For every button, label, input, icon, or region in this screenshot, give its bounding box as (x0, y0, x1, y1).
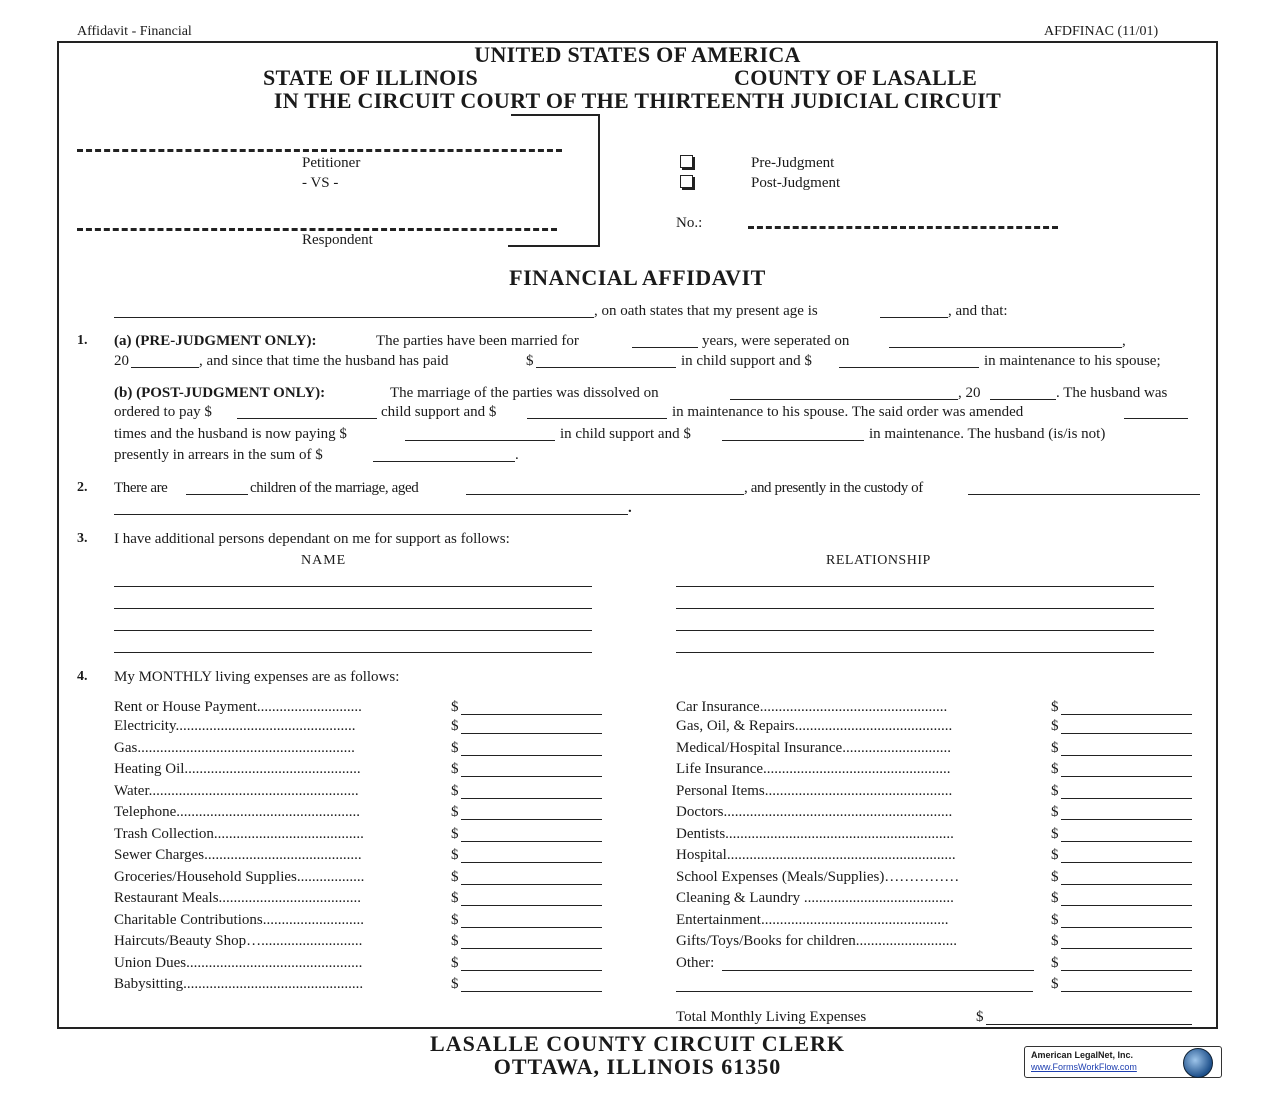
expense-label: Trash Collection........................................ (114, 826, 364, 842)
respondent-field[interactable] (77, 228, 557, 231)
expense-amount-field[interactable] (1061, 776, 1192, 777)
case-number-label: No.: (676, 215, 703, 231)
dependent-name-field[interactable] (114, 586, 592, 587)
age-field[interactable] (880, 317, 948, 318)
expense-amount-field[interactable] (461, 970, 602, 971)
dollar-sign: $ (451, 933, 459, 949)
dollar-sign: $ (1051, 890, 1059, 906)
dollar-sign: $ (451, 804, 459, 820)
maintenance-paid-field[interactable] (839, 367, 979, 368)
clerk-address: OTTAWA, ILLINOIS 61350 (493, 1054, 782, 1079)
current-maintenance-field[interactable] (722, 440, 864, 441)
dollar-sign: $ (1051, 976, 1059, 992)
caption-bracket-side (598, 114, 600, 246)
expense-amount-field[interactable] (461, 927, 602, 928)
children-ages-field[interactable] (466, 494, 744, 495)
s1b-text-8: in child support and $ (560, 426, 691, 442)
pre-judgment-heading: (a) (PRE-JUDGMENT ONLY): (114, 333, 317, 349)
court-county: COUNTY OF LASALLE (734, 65, 978, 90)
expense-amount-field[interactable] (461, 884, 602, 885)
expense-label: Sewer Charges.......................................... (114, 847, 362, 863)
dollar-sign: $ (1051, 718, 1059, 734)
expense-label: Hospital............................................................. (676, 847, 956, 863)
expense-label: Telephone................................................. (114, 804, 361, 820)
expense-label: School Expenses (Meals/Supplies)…………… (676, 869, 960, 885)
ordered-maintenance-field[interactable] (527, 418, 667, 419)
expense-amount-field[interactable] (1061, 905, 1192, 906)
s1a-text-8: in maintenance to his spouse; (984, 353, 1161, 369)
custody-field-2[interactable] (114, 514, 628, 515)
form-name-header: Affidavit - Financial (77, 24, 192, 39)
caption-bracket-top (511, 114, 599, 116)
post-judgment-checkbox[interactable] (680, 175, 693, 188)
expense-label: Groceries/Household Supplies.................. (114, 869, 365, 885)
s1b-text-1: The marriage of the parties was dissolved on (390, 385, 659, 401)
dollar-sign: $ (451, 955, 459, 971)
court-state: STATE OF ILLINOIS (263, 65, 478, 90)
globe-icon (1183, 1048, 1213, 1078)
expense-label: Rent or House Payment............................ (114, 699, 362, 715)
expense-amount-field[interactable] (1061, 755, 1192, 756)
ordered-child-support-field[interactable] (237, 418, 377, 419)
dependent-relationship-field[interactable] (676, 652, 1154, 653)
dollar-sign: $ (451, 976, 459, 992)
expense-amount-field[interactable] (461, 948, 602, 949)
dollar-sign: $ (1051, 699, 1059, 715)
years-married-field[interactable] (632, 347, 698, 348)
expense-label: Doctors............................................................. (676, 804, 953, 820)
dollar-sign: $ (451, 761, 459, 777)
dependent-name-field[interactable] (114, 608, 592, 609)
expense-amount-field[interactable] (461, 755, 602, 756)
children-count-field[interactable] (186, 494, 248, 495)
section-4-number: 4. (77, 669, 88, 684)
expense-label: Babysitting................................................ (114, 976, 364, 992)
expense-amount-field[interactable] (461, 798, 602, 799)
relationship-column-header: RELATIONSHIP (826, 553, 931, 568)
s1a-text-5: , and since that time the husband has paid (199, 353, 449, 369)
expense-label: Charitable Contributions........................... (114, 912, 364, 928)
expense-label: Medical/Hospital Insurance............................. (676, 740, 951, 756)
document-title: FINANCIAL AFFIDAVIT (509, 265, 766, 290)
s2-text-2: children of the marriage, aged (250, 480, 419, 496)
s1b-text-10: presently in arrears in the sum of $ (114, 447, 323, 463)
pre-judgment-label: Pre-Judgment (751, 155, 835, 171)
oath-text-2: , and that: (948, 303, 1008, 319)
dissolution-year-field[interactable] (990, 399, 1056, 400)
name-column-header: NAME (301, 553, 347, 568)
expense-amount-field[interactable] (1061, 970, 1192, 971)
s1b-text-2: , 20 (958, 385, 981, 401)
form-code-header: AFDFINAC (11/01) (1044, 24, 1159, 39)
dollar-sign: $ (1051, 869, 1059, 885)
dollar-sign: $ (1051, 847, 1059, 863)
dissolution-date-field[interactable] (730, 399, 958, 400)
section-1-number: 1. (77, 333, 88, 348)
publisher-logo (1024, 1046, 1222, 1078)
expense-amount-field[interactable] (1061, 948, 1192, 949)
dollar-sign: $ (1051, 955, 1059, 971)
petitioner-label: Petitioner (302, 155, 361, 171)
dependent-name-field[interactable] (114, 630, 592, 631)
dollar-sign: $ (1051, 912, 1059, 928)
total-dollar-sign: $ (976, 1009, 984, 1025)
s2-text-3: , and presently in the custody of (744, 480, 923, 496)
dollar-sign: $ (1051, 804, 1059, 820)
total-expenses-field[interactable] (986, 1024, 1192, 1025)
caption-bracket-bottom (508, 245, 600, 247)
expense-amount-field[interactable] (1061, 798, 1192, 799)
s2-text-4: . (628, 500, 632, 516)
s1a-text-4: 20 (114, 353, 129, 369)
s1b-text-4: ordered to pay $ (114, 404, 212, 420)
dollar-sign: $ (451, 890, 459, 906)
dollar-sign: $ (451, 847, 459, 863)
s1b-text-6: in maintenance to his spouse. The said order was amended (672, 404, 1024, 420)
dollar-sign: $ (451, 718, 459, 734)
pre-judgment-checkbox[interactable] (680, 155, 693, 168)
dollar-sign: $ (451, 699, 459, 715)
affiant-name-field[interactable] (114, 317, 594, 318)
expense-amount-field[interactable] (1061, 733, 1192, 734)
vs-label: - VS - (302, 175, 339, 191)
clerk-name: LASALLE COUNTY CIRCUIT CLERK (430, 1031, 845, 1056)
publisher-name: American LegalNet, Inc. (1031, 1050, 1134, 1060)
section-2-number: 2. (77, 480, 88, 495)
child-support-paid-field[interactable] (536, 367, 676, 368)
s1b-text-5: child support and $ (381, 404, 497, 420)
expense-amount-field[interactable] (1061, 841, 1192, 842)
current-child-support-field[interactable] (405, 440, 555, 441)
dollar-sign: $ (451, 869, 459, 885)
expense-amount-field[interactable] (1061, 819, 1192, 820)
expense-label: Water........................................................ (114, 783, 359, 799)
s1a-text-1: The parties have been married for (376, 333, 579, 349)
dollar-sign: $ (451, 912, 459, 928)
custody-field-1[interactable] (968, 494, 1200, 495)
dependent-name-field[interactable] (114, 652, 592, 653)
s1a-text-2: years, were seperated on (702, 333, 850, 349)
expense-label: Electricity................................................ (114, 718, 356, 734)
expense-amount-field[interactable] (461, 714, 602, 715)
section-3-number: 3. (77, 531, 88, 546)
expense-label: Car Insurance.................................................. (676, 699, 948, 715)
dependent-relationship-field[interactable] (676, 630, 1154, 631)
expense-label: Gas, Oil, & Repairs.......................................... (676, 718, 953, 734)
expense-label: Gas.......................................................... (114, 740, 355, 756)
s1a-text-6: $ (526, 353, 534, 369)
expense-label: Other: (676, 955, 715, 971)
expense-label: Haircuts/Beauty Shop…........................... (114, 933, 363, 949)
s1a-text-7: in child support and $ (681, 353, 812, 369)
s1b-text-3: . The husband was (1056, 385, 1168, 401)
expense-amount-field[interactable] (1061, 862, 1192, 863)
dollar-sign: $ (1051, 826, 1059, 842)
expense-amount-field[interactable] (461, 991, 602, 992)
case-number-field[interactable] (748, 226, 1058, 229)
other-expense-description-field[interactable] (676, 991, 1033, 992)
expense-amount-field[interactable] (1061, 884, 1192, 885)
expense-amount-field[interactable] (1061, 927, 1192, 928)
s1b-text-7: times and the husband is now paying $ (114, 426, 347, 442)
post-judgment-label: Post-Judgment (751, 175, 841, 191)
expense-label: Life Insurance.................................................. (676, 761, 951, 777)
arrears-amount-field[interactable] (373, 461, 515, 462)
dollar-sign: $ (451, 740, 459, 756)
expense-amount-field[interactable] (1061, 991, 1192, 992)
dollar-sign: $ (451, 783, 459, 799)
expense-label: Gifts/Toys/Books for children........................... (676, 933, 958, 949)
s4-text: My MONTHLY living expenses are as follows: (114, 669, 400, 685)
s1a-text-3: , (1122, 333, 1126, 349)
post-judgment-heading: (b) (POST-JUDGMENT ONLY): (114, 385, 326, 401)
times-amended-field[interactable] (1124, 418, 1188, 419)
expense-label: Personal Items.................................................. (676, 783, 953, 799)
other-expense-description-field[interactable] (722, 970, 1034, 971)
expense-amount-field[interactable] (461, 841, 602, 842)
court-line-3: IN THE CIRCUIT COURT OF THE THIRTEENTH JUDICIAL CIRCUIT (273, 88, 1002, 113)
expense-label: Union Dues............................................... (114, 955, 363, 971)
s2-text-1: There are (114, 480, 168, 496)
dollar-sign: $ (1051, 783, 1059, 799)
s3-text: I have additional persons dependant on me for support as follows: (114, 531, 510, 547)
s1b-text-11: . (515, 447, 519, 463)
expense-amount-field[interactable] (461, 819, 602, 820)
dependent-relationship-field[interactable] (676, 586, 1154, 587)
dollar-sign: $ (1051, 740, 1059, 756)
publisher-link[interactable]: www.FormsWorkFlow.com (1031, 1062, 1137, 1072)
expense-amount-field[interactable] (461, 733, 602, 734)
expense-amount-field[interactable] (461, 862, 602, 863)
s1b-text-9: in maintenance. The husband (is/is not) (869, 426, 1106, 442)
total-expenses-label: Total Monthly Living Expenses (676, 1009, 867, 1025)
expense-label: Heating Oil............................................... (114, 761, 361, 777)
court-line-1: UNITED STATES OF AMERICA (474, 42, 801, 67)
dollar-sign: $ (1051, 933, 1059, 949)
oath-text-1: , on oath states that my present age is (594, 303, 818, 319)
petitioner-field[interactable] (77, 149, 562, 152)
expense-amount-field[interactable] (1061, 714, 1192, 715)
dollar-sign: $ (1051, 761, 1059, 777)
expense-label: Entertainment.................................................. (676, 912, 949, 928)
separation-date-field[interactable] (889, 347, 1122, 348)
respondent-label: Respondent (302, 232, 373, 248)
expense-amount-field[interactable] (461, 776, 602, 777)
dependent-relationship-field[interactable] (676, 608, 1154, 609)
dollar-sign: $ (451, 826, 459, 842)
expense-label: Restaurant Meals...................................... (114, 890, 362, 906)
expense-amount-field[interactable] (461, 905, 602, 906)
separation-year-field[interactable] (131, 367, 199, 368)
expense-label: Dentists............................................................. (676, 826, 954, 842)
expense-label: Cleaning & Laundry ........................................ (676, 890, 954, 906)
